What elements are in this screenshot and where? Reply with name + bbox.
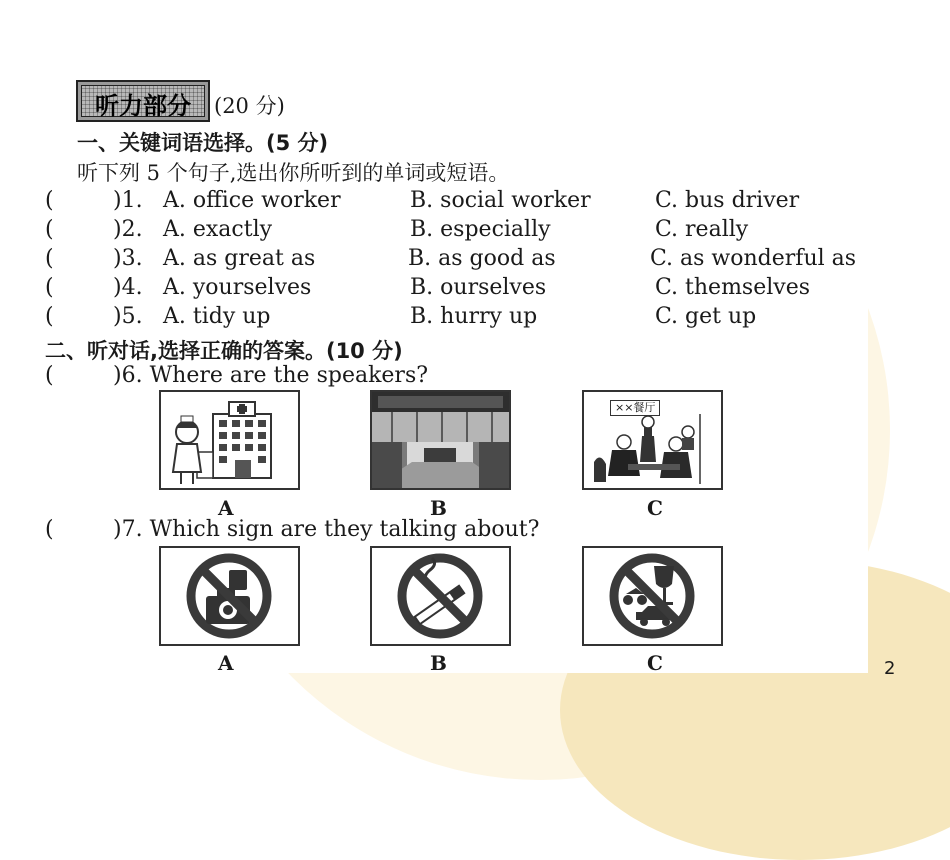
option-a[interactable]: A. yourselves — [163, 275, 312, 300]
section-title-box — [76, 80, 210, 122]
option-c[interactable]: C. as wonderful as — [650, 246, 857, 271]
option-b[interactable]: B. ourselves — [410, 275, 547, 300]
option-a[interactable]: A. as great as — [163, 246, 316, 271]
section-title: 听力部分 — [95, 92, 191, 120]
option-a[interactable]: A. exactly — [163, 217, 273, 242]
option-b[interactable]: B. social worker — [410, 188, 591, 213]
picture-label-a: A — [218, 496, 234, 520]
answer-bracket[interactable]: ( — [45, 275, 54, 300]
no-drink-driving-sign-picture[interactable] — [582, 546, 723, 646]
question-7-text: )7. Which sign are they talking about? — [113, 517, 540, 542]
answer-bracket[interactable]: ( — [45, 217, 54, 242]
hospital-picture[interactable] — [159, 390, 300, 490]
picture-label-b: B — [430, 496, 447, 520]
answer-bracket[interactable]: ( — [45, 246, 54, 271]
picture-label-a: A — [218, 651, 234, 675]
no-camera-sign-icon — [161, 548, 298, 644]
question-number: )4. — [113, 275, 143, 300]
hospital-illustration — [161, 392, 298, 488]
question-6-text: )6. Where are the speakers? — [113, 363, 429, 388]
diners-illustration — [584, 392, 721, 488]
question-number: )3. — [113, 246, 143, 271]
picture-label-c: C — [647, 651, 663, 675]
question-number: )5. — [113, 304, 143, 329]
answer-bracket[interactable]: ( — [45, 363, 54, 388]
no-drink-driving-sign-icon — [584, 548, 721, 644]
question-number: )2. — [113, 217, 143, 242]
part2-heading: 二、听对话,选择正确的答案。(10 分) — [45, 339, 403, 363]
shopping-mall-photo — [372, 392, 509, 488]
answer-bracket[interactable]: ( — [45, 304, 54, 329]
no-camera-sign-picture[interactable] — [159, 546, 300, 646]
part1-instruction: 听下列 5 个句子,选出你所听到的单词或短语。 — [77, 161, 510, 185]
option-c[interactable]: C. themselves — [655, 275, 811, 300]
answer-bracket[interactable]: ( — [45, 517, 54, 542]
option-a[interactable]: A. office worker — [163, 188, 341, 213]
no-smoking-sign-icon — [372, 548, 509, 644]
page-number: 2 — [884, 658, 896, 679]
option-b[interactable]: B. as good as — [408, 246, 556, 271]
section-score: (20 分) — [214, 94, 285, 118]
option-b[interactable]: B. especially — [410, 217, 551, 242]
shopping-mall-picture[interactable] — [370, 390, 511, 490]
picture-label-c: C — [647, 496, 663, 520]
restaurant-sign: ××餐厅 — [610, 400, 660, 416]
answer-bracket[interactable]: ( — [45, 188, 54, 213]
question-number: )1. — [113, 188, 143, 213]
option-a[interactable]: A. tidy up — [163, 304, 271, 329]
no-smoking-sign-picture[interactable] — [370, 546, 511, 646]
option-b[interactable]: B. hurry up — [410, 304, 538, 329]
part1-heading: 一、关键词语选择。(5 分) — [77, 131, 329, 155]
option-c[interactable]: C. get up — [655, 304, 757, 329]
picture-label-b: B — [430, 651, 447, 675]
restaurant-picture[interactable] — [582, 390, 723, 490]
option-c[interactable]: C. really — [655, 217, 749, 242]
option-c[interactable]: C. bus driver — [655, 188, 800, 213]
